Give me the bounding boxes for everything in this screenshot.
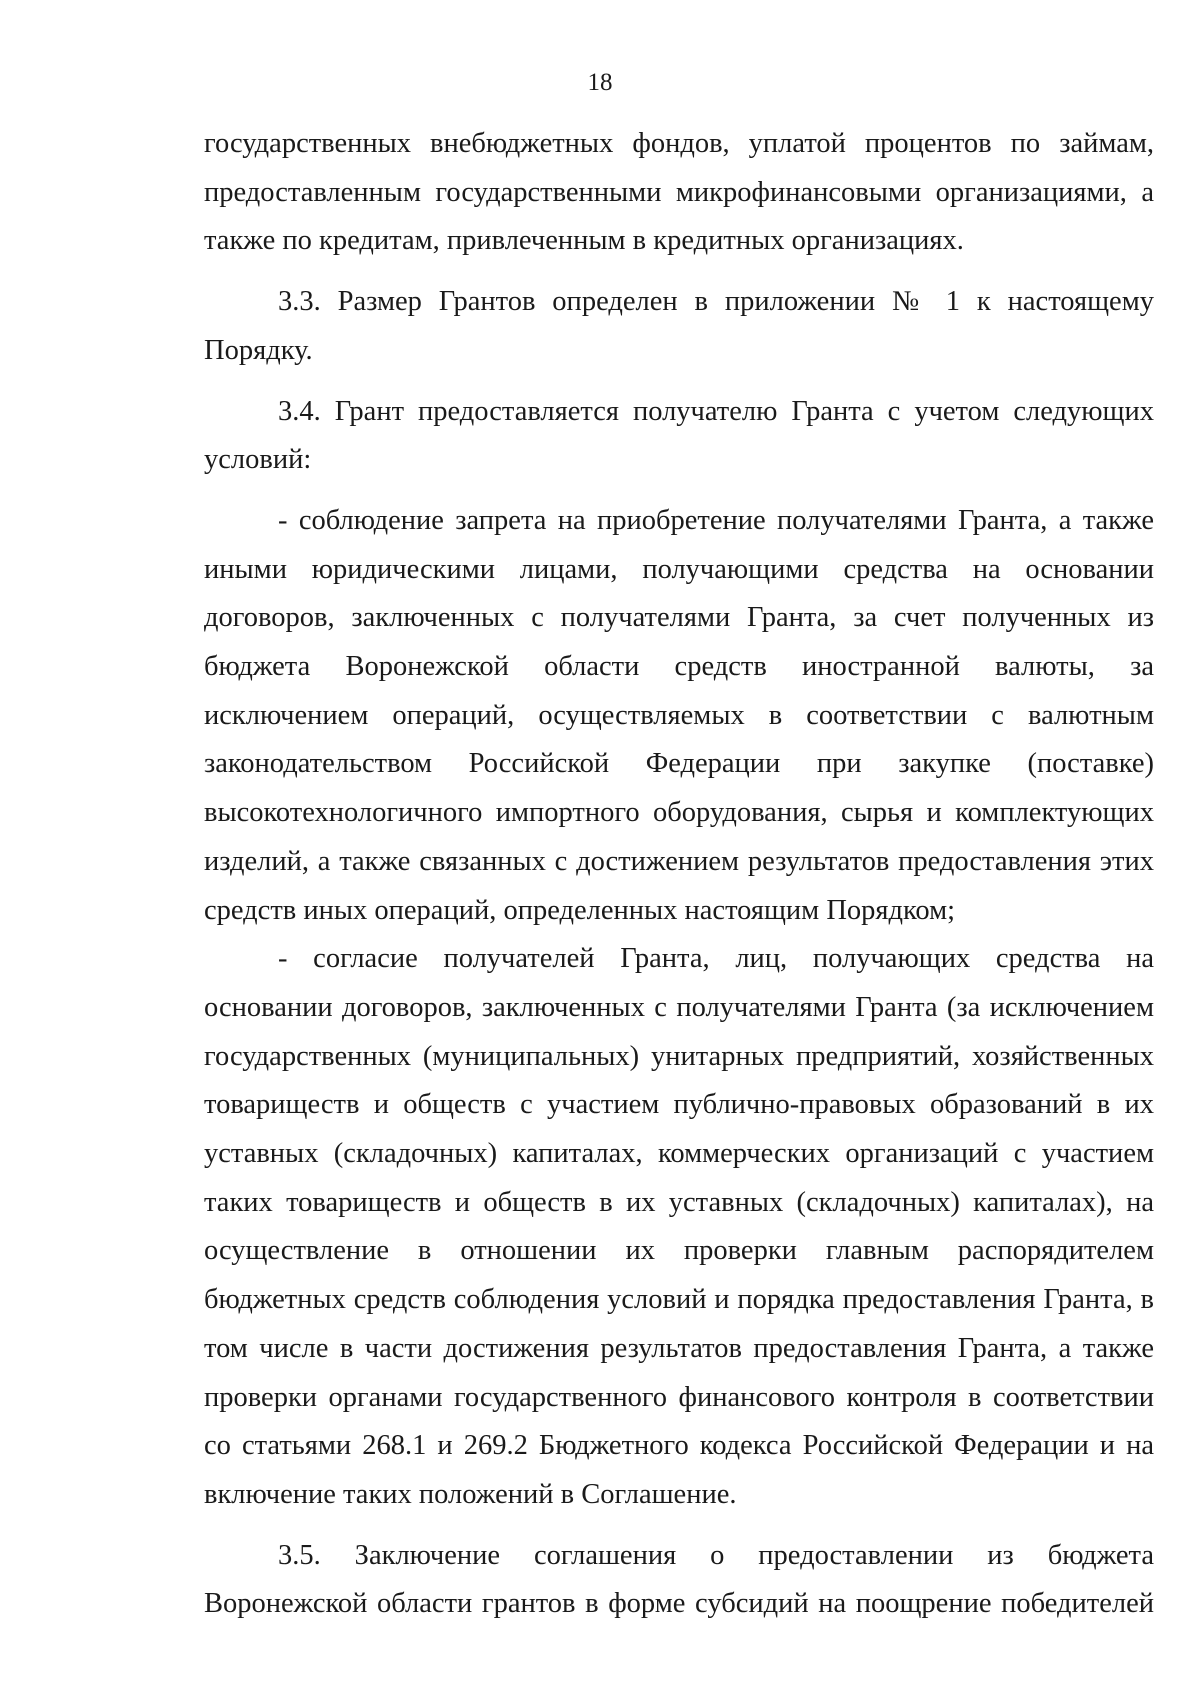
list-item-inspection-consent: - согласие получателей Гранта, лиц, получающих средства на основании договоров, заключенных с получателями Гранта (за исключением государственных (муниципальных) унитарных предприятий, хозяйственных товариществ и обществ с участием публично-правовых образований в их уставных (складочных) капиталах, коммерческих организаций с участием таких товариществ и обществ в их уставных (складочных) капиталах), на осуществление в отношении их проверки главным распорядителем бюджетных средств соблюдения условий и порядка предоставления Гранта, в том числе в части достижения результатов предоставления Гранта, а также проверки органами государственного финансового контроля в соответствии со статьями 268.1 и 269.2 Бюджетного кодекса Российской Федерации и на включение таких положений в Соглашение. (204, 943, 1154, 1510)
paragraph-3-5-agreement: 3.5. Заключение соглашения о предоставлении из бюджета Воронежской области грантов в форме субсидий на поощрение победителей (204, 1539, 1154, 1620)
paragraph-3-4-grant-conditions: 3.4. Грант предоставляется получателю Гранта с учетом следующих условий: (204, 395, 1154, 476)
paragraph-3-3-grant-size: 3.3. Размер Грантов определен в приложении № 1 к настоящему Порядку. (204, 286, 1154, 366)
list-item-currency-ban: - соблюдение запрета на приобретение получателями Гранта, а также иными юридическими лицами, получающими средства на основании договоров, заключенных с получателями Гранта, за счет полученных из бюджета Воронежской области средств иностранной валюты, за исключением операций, осуществляемых в соответствии с валютным законодательством Российской Федерации при закупке (поставке) высокотехнологичного импортного оборудования, сырья и комплектующих изделий, а также связанных с достижением результатов предоставления этих средств иных операций, определенных настоящим Порядком; (204, 504, 1154, 926)
document-body (204, 120, 1154, 1629)
page-number: 18 (587, 69, 613, 96)
paragraph-continuation: государственных внебюджетных фондов, уплатой процентов по займам, предоставленным государственными микрофинансовыми организациями, а также по кредитам, привлеченным в кредитных организациях. (204, 128, 1154, 257)
